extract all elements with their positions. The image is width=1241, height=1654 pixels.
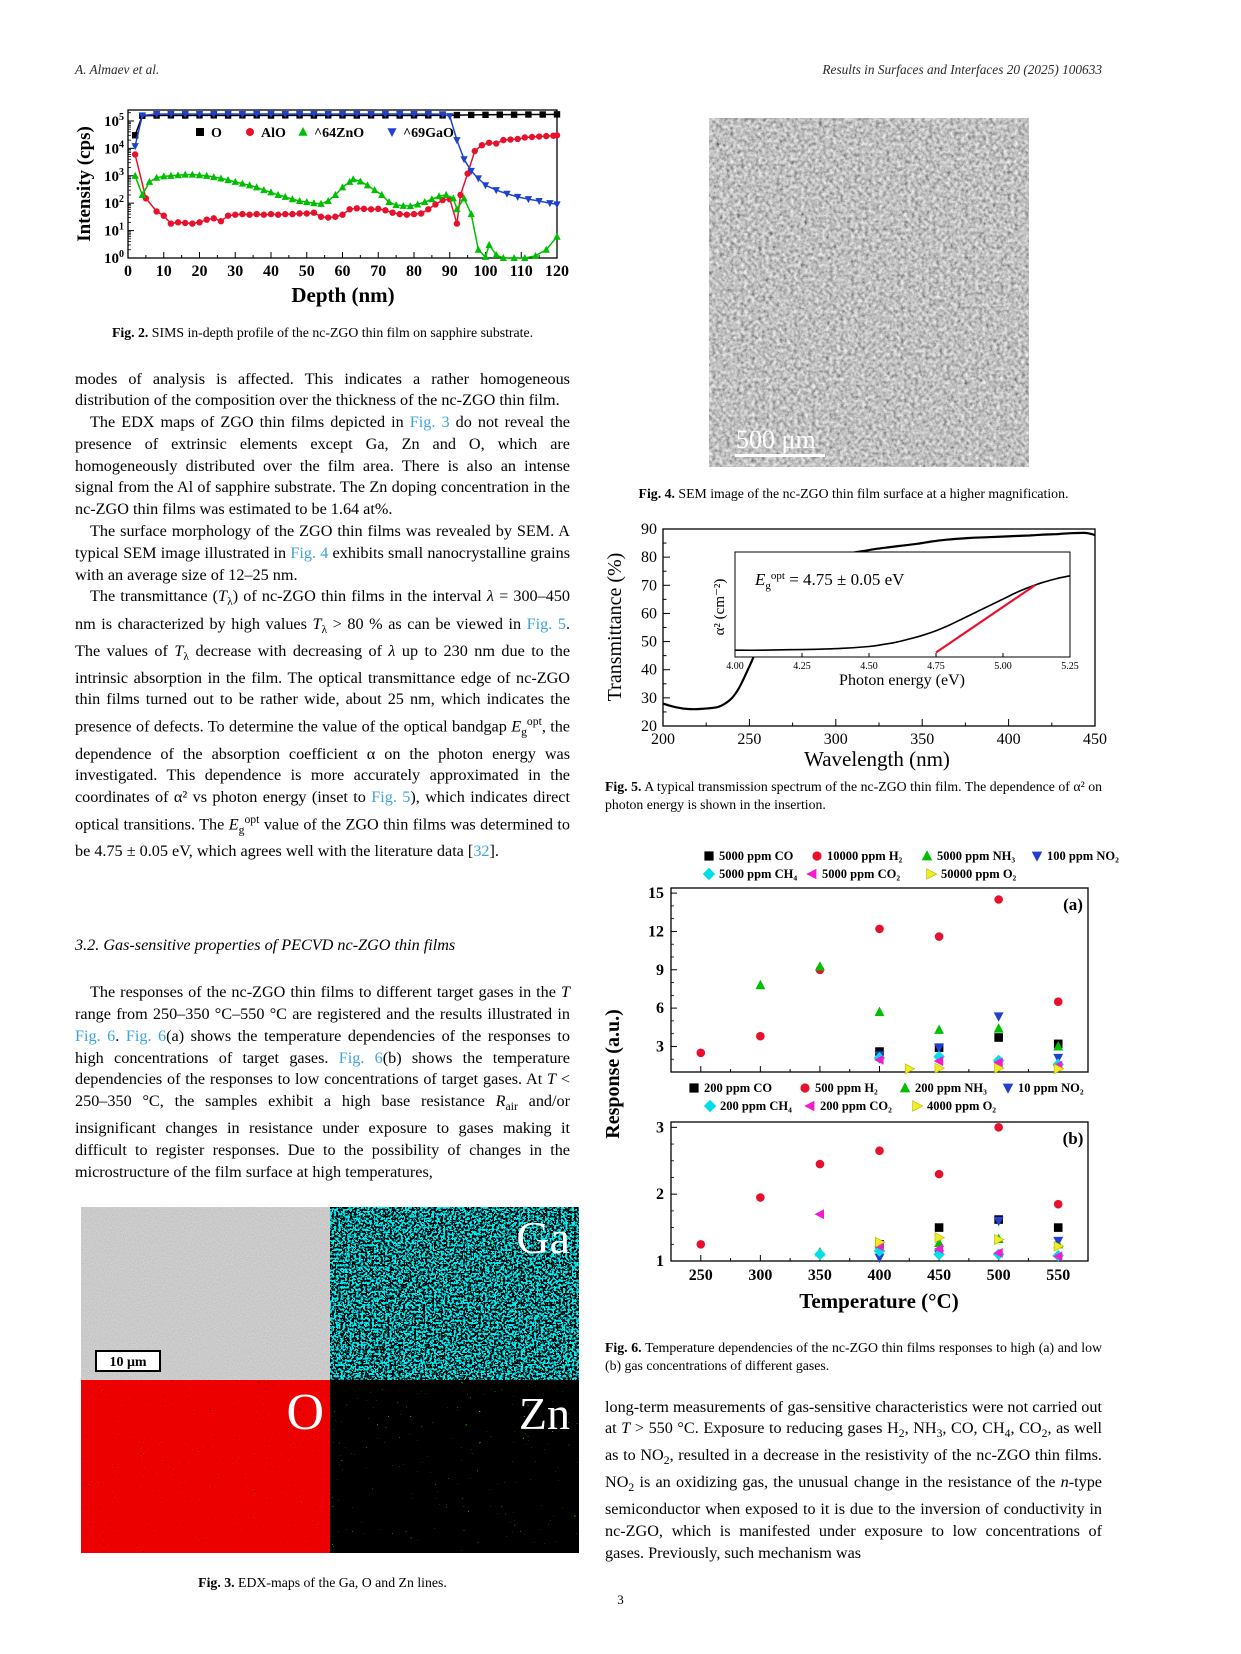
text-segment: , the dependence of the absorption coefficient α on the photon energy was investigated. This dependence is more accurately approximated in the coordinates of α² vs photon energy (inset to — [75, 717, 570, 807]
fig5-caption-text: A typical transmission spectrum of the nc-ZGO thin film. The dependence of α² on photon energy is shown in the insertion. — [605, 778, 1102, 812]
text-segment: T — [560, 983, 570, 1002]
text-segment: long-term measurements of gas-sensitive characteristics were not carried out at — [605, 1397, 1102, 1438]
header-authors: A. Almaev et al. — [75, 62, 160, 77]
reference-link[interactable]: 32 — [473, 842, 490, 861]
fig3-image — [81, 1207, 579, 1553]
svg-text:40: 40 — [641, 661, 657, 679]
svg-text:200: 200 — [651, 730, 675, 748]
svg-text:O: O — [211, 126, 222, 141]
svg-text:350: 350 — [910, 730, 935, 748]
text-segment: modes of analysis is affected. This indicates a rather homogeneous distribution of the composition over the thickness of the nc-ZGO thin film. — [75, 369, 570, 410]
text-segment: E — [228, 815, 239, 834]
svg-text:Wavelength (nm): Wavelength (nm) — [804, 746, 950, 771]
svg-text:500 μm: 500 μm — [736, 425, 816, 454]
fig6-response-chart — [602, 844, 1119, 1324]
svg-text:5.00: 5.00 — [994, 660, 1012, 672]
text-segment: > 550 °C. Exposure to reducing gases H — [630, 1419, 899, 1438]
svg-text:5.25: 5.25 — [1061, 660, 1079, 672]
text-segment: ), which indicates direct optical transitions. The — [75, 788, 570, 834]
text-segment: , resulted in a decrease in the resistivity of the nc-ZGO thin films. NO — [605, 1446, 1102, 1492]
svg-text:450: 450 — [1083, 730, 1107, 748]
svg-text:104: $10^4$ — [104, 139, 124, 158]
svg-text:1: 1 — [656, 1252, 664, 1270]
svg-text:400: 400 — [996, 730, 1021, 748]
svg-text:20: 20 — [641, 717, 657, 735]
svg-text:110: 110 — [509, 263, 533, 280]
svg-text:90: 90 — [641, 520, 657, 538]
fig6-caption-text: Temperature dependencies of the nc-ZGO thin films responses to high (a) and low (b) gas concentrations of different gases. — [605, 1339, 1103, 1373]
text-segment: T — [174, 641, 184, 660]
text-segment: and/or insignificant changes in resistance under exposure to gases making it difficult to register responses. Due to the possibility of changes in the microstructure of the film surface at high temperatures, — [75, 1092, 571, 1181]
fig5-caption — [605, 778, 1102, 815]
reference-link[interactable]: Fig. 6 — [125, 1026, 167, 1045]
svg-text:Intensity (cps): Intensity (cps) — [74, 126, 95, 242]
text-segment: 3 — [936, 1427, 943, 1441]
fig4-sem-image — [709, 118, 1029, 472]
text-segment: , as well as to NO — [605, 1419, 1102, 1465]
reference-link[interactable]: Fig. 5 — [526, 614, 566, 633]
svg-text:10: 10 — [155, 263, 172, 280]
svg-text:30: 30 — [641, 689, 657, 707]
reference-link[interactable]: Fig. 6 — [338, 1048, 383, 1067]
fig2-caption-label: Fig. 2. — [111, 325, 149, 340]
text-segment: up to 230 nm due to the intrinsic absorption in the film. The optical transmittance edge of nc-ZGO thin films turned out to be rather wide, about 25 nm, which indicates the presence of defects. To determine the value of the optical bandgap — [75, 641, 570, 736]
svg-text:550: 550 — [1046, 1266, 1071, 1284]
fig5-transmittance-chart — [604, 520, 1107, 771]
paragraph — [605, 1397, 1102, 1565]
text-segment: 2 — [1041, 1427, 1048, 1441]
svg-text:400: 400 — [867, 1266, 892, 1284]
text-segment: λ — [388, 641, 396, 660]
svg-text:350: 350 — [807, 1266, 832, 1284]
fig3-caption — [75, 1574, 570, 1593]
svg-text:2: 2 — [656, 1185, 664, 1203]
svg-text:70: 70 — [370, 263, 387, 280]
svg-text:4.00: 4.00 — [726, 660, 744, 672]
text-segment: , CO — [1010, 1419, 1042, 1438]
svg-text:0: 0 — [124, 263, 132, 280]
paragraph — [75, 521, 570, 586]
svg-text:300: 300 — [748, 1266, 773, 1284]
page-number: 3 — [617, 1592, 624, 1607]
paragraph — [75, 586, 570, 863]
text-segment: The transmittance ( — [90, 587, 219, 606]
fig3-caption-label: Fig. 3. — [198, 1574, 235, 1590]
svg-text:30: 30 — [227, 263, 244, 280]
text-segment: opt — [244, 812, 260, 826]
text-segment: T — [218, 587, 228, 606]
reference-link[interactable]: Fig. 4 — [290, 543, 329, 562]
text-segment: R — [495, 1092, 506, 1111]
svg-text:90: 90 — [441, 263, 458, 280]
svg-text:300: 300 — [823, 730, 848, 748]
svg-text:200 ppm NH₃: 200 ppm NH₃ — [915, 1080, 987, 1095]
svg-text:3: 3 — [656, 1037, 664, 1055]
text-segment: T — [547, 1070, 557, 1089]
fig6-caption-label: Fig. 6. — [605, 1339, 642, 1355]
svg-text:100: 100 — [473, 263, 498, 280]
svg-text:20: 20 — [191, 263, 208, 280]
svg-text:5000 ppm CO₂: 5000 ppm CO₂ — [822, 866, 901, 881]
svg-text:200 ppm CO₂: 200 ppm CO₂ — [820, 1098, 892, 1113]
svg-text:105: $10^5$ — [104, 111, 124, 130]
fig4-image — [709, 118, 1029, 467]
svg-text:4.75: 4.75 — [927, 660, 945, 672]
text-segment: The surface morphology of the ZGO thin films was revealed by SEM. A typical SEM image illustrated in — [75, 522, 570, 562]
svg-text:12: 12 — [648, 922, 664, 940]
svg-text:Temperature (°C): Temperature (°C) — [799, 1288, 959, 1313]
fig3-caption-text: EDX-maps of the Ga, O and Zn lines. — [238, 1574, 447, 1590]
text-segment: 4 — [1004, 1427, 1011, 1441]
text-segment: 2 — [663, 1454, 670, 1468]
svg-text:450: 450 — [927, 1266, 952, 1284]
text-segment: n — [1060, 1473, 1069, 1492]
text-segment: (a) shows the temperature dependencies of the responses to high concentrations of target gases. — [75, 1026, 570, 1067]
svg-text:60: 60 — [334, 263, 351, 280]
fig4-caption — [605, 485, 1102, 504]
text-segment: λ — [227, 595, 233, 609]
svg-text:AlO: AlO — [261, 126, 286, 141]
svg-text:50: 50 — [298, 263, 315, 280]
text-segment: do not reveal the presence of extrinsic elements except Ga, Zn and O, which are homogeneously distributed over the film area. There is also an intense signal from the Al of sapphire substrate. The Zn doping concentration in the nc-ZGO thin films was estimated to be 1.64 at%. — [75, 413, 570, 519]
reference-link[interactable]: Fig. 5 — [371, 788, 411, 807]
svg-text:Photon energy (eV): Photon energy (eV) — [839, 671, 965, 689]
text-segment: E — [511, 717, 522, 736]
svg-text:102: $10^2$ — [104, 194, 124, 213]
svg-text:103: $10^3$ — [104, 166, 124, 185]
svg-text:^64ZnO: ^64ZnO — [314, 126, 365, 141]
text-segment: < 250–350 °C, the samples exhibit a high base resistance — [75, 1070, 570, 1111]
text-segment: (b) shows the temperature dependencies of the responses to low concentrations of target gases. At — [75, 1048, 570, 1089]
svg-text:10 μm: 10 μm — [109, 1354, 147, 1370]
text-segment: λ — [183, 649, 190, 663]
text-segment: ) of nc-ZGO thin films in the interval — [232, 587, 487, 606]
text-segment: air — [505, 1100, 518, 1114]
text-segment: g — [238, 823, 245, 837]
svg-text:9: 9 — [656, 961, 664, 979]
svg-text:Ga: Ga — [516, 1211, 570, 1263]
fig2-caption-text: SIMS in-depth profile of the nc-ZGO thin film on sapphire substrate. — [151, 325, 534, 340]
svg-text:120: 120 — [545, 263, 569, 280]
text-segment: The responses of the nc-ZGO thin films to different target gases in the — [90, 983, 561, 1002]
fig3-edx-maps — [81, 1207, 570, 1558]
paragraph — [75, 982, 570, 1183]
left-column-text-2 — [75, 982, 570, 1183]
page-header — [75, 62, 1102, 78]
text-segment: = 300–450 nm is characterized by high values — [75, 587, 571, 633]
text-segment: decrease with decreasing of — [189, 641, 389, 660]
svg-text:250: 250 — [688, 1266, 713, 1284]
svg-text:6: 6 — [656, 999, 664, 1017]
text-segment: exhibits small nanocrystalline grains with an average size of 12–25 nm. — [75, 543, 570, 584]
svg-text:80: 80 — [641, 548, 657, 566]
fig2-sims-chart — [75, 100, 570, 312]
fig5-caption-label: Fig. 5. — [605, 778, 642, 794]
left-column — [75, 100, 570, 1592]
svg-text:100 ppm NO₂: 100 ppm NO₂ — [1047, 848, 1119, 863]
text-segment: range from 250–350 °C–550 °C are registered and the results illustrated in — [75, 1004, 570, 1023]
svg-text:4000 ppm O₂: 4000 ppm O₂ — [927, 1098, 997, 1113]
right-column — [602, 100, 1119, 1565]
svg-text:50000 ppm O₂: 50000 ppm O₂ — [941, 866, 1017, 881]
text-segment: , CO, CH — [942, 1419, 1005, 1438]
svg-text:Egopt = 4.75 ± 0.05 eV: $E_g^{opt} = 4.75 \pm 0.05$ eV — [755, 569, 905, 592]
text-segment: λ — [321, 622, 328, 636]
svg-text:10000 ppm H₂: 10000 ppm H₂ — [827, 848, 903, 863]
text-segment: value of the ZGO thin films was determined to be 4.75 ± 0.05 eV, which agrees well with the literature data [ — [75, 815, 570, 861]
svg-text:500: 500 — [986, 1266, 1011, 1284]
reference-link[interactable]: Fig. 3 — [409, 413, 450, 432]
svg-text:50: 50 — [641, 633, 657, 651]
text-segment: The EDX maps of ZGO thin films depicted in — [90, 413, 410, 432]
svg-text:Depth (nm): Depth (nm) — [291, 283, 395, 307]
right-column-text — [605, 1397, 1102, 1565]
text-segment: g — [521, 725, 527, 739]
svg-text:5000 ppm NH₃: 5000 ppm NH₃ — [937, 848, 1016, 863]
svg-text:15: 15 — [648, 884, 664, 902]
fig4-caption-text: SEM image of the nc-ZGO thin film surface at a higher magnification. — [678, 486, 1069, 501]
svg-text:3: 3 — [656, 1118, 664, 1136]
header-journal: Results in Surfaces and Interfaces 20 (2025) 100633 — [822, 62, 1102, 77]
svg-text:(a): (a) — [1063, 894, 1083, 914]
fig2-caption — [75, 324, 570, 343]
svg-text:500 ppm H₂: 500 ppm H₂ — [815, 1080, 878, 1095]
text-segment: ]. — [489, 842, 499, 861]
svg-text:10 ppm NO₂: 10 ppm NO₂ — [1018, 1080, 1084, 1095]
svg-text:60: 60 — [641, 604, 657, 622]
text-segment: is an oxidizing gas, the unusual change in the resistance of the — [634, 1473, 1061, 1492]
svg-text:5000 ppm CH₄: 5000 ppm CH₄ — [719, 866, 798, 881]
svg-text:80: 80 — [406, 263, 422, 280]
svg-text:70: 70 — [641, 576, 657, 594]
svg-text:α² (cm⁻²): α² (cm⁻²) — [712, 578, 728, 635]
svg-text:100: $10^0$ — [104, 249, 124, 267]
text-segment: opt — [526, 715, 542, 729]
svg-text:250: 250 — [737, 730, 762, 748]
text-segment: λ — [486, 587, 494, 606]
fig4-caption-label: Fig. 4. — [638, 486, 675, 501]
svg-text:^69GaO: ^69GaO — [403, 126, 454, 141]
svg-text:(b): (b) — [1062, 1128, 1084, 1148]
fig6-caption — [605, 1339, 1102, 1376]
text-segment: 2 — [898, 1427, 905, 1441]
svg-text:5000 ppm CO: 5000 ppm CO — [719, 848, 794, 863]
paragraph — [75, 412, 570, 521]
svg-text:200 ppm CH₄: 200 ppm CH₄ — [720, 1098, 792, 1113]
text-segment: . The values of — [75, 614, 570, 660]
svg-text:4.50: 4.50 — [860, 660, 878, 672]
text-segment: T — [621, 1419, 631, 1438]
svg-text:Response (a.u.): Response (a.u.) — [602, 1008, 624, 1139]
svg-text:101: $10^1$ — [104, 221, 124, 240]
reference-link[interactable]: Fig. 6 — [75, 1026, 116, 1045]
text-segment: T — [312, 614, 322, 633]
left-column-text — [75, 369, 570, 864]
svg-text:Transmittance (%): Transmittance (%) — [604, 552, 626, 701]
svg-text:4.25: 4.25 — [793, 660, 811, 672]
svg-text:O: O — [286, 1383, 324, 1441]
text-segment: , NH — [904, 1419, 937, 1438]
paragraph — [75, 369, 570, 413]
text-segment: . — [115, 1026, 126, 1045]
text-segment: -type semiconductor when exposed to it is due to the inversion of conductivity in nc-ZGO, which is manifested under exposure to low concentrations of gases. Previously, such mechanism was — [605, 1473, 1102, 1562]
text-segment: 2 — [628, 1481, 635, 1495]
text-segment: > 80 % as can be viewed in — [327, 614, 527, 633]
svg-text:Zn: Zn — [518, 1387, 570, 1439]
svg-text:40: 40 — [263, 263, 279, 280]
section-heading: 3.2. Gas-sensitive properties of PECVD nc-ZGO thin films — [75, 936, 456, 955]
svg-text:200 ppm CO: 200 ppm CO — [704, 1080, 773, 1095]
